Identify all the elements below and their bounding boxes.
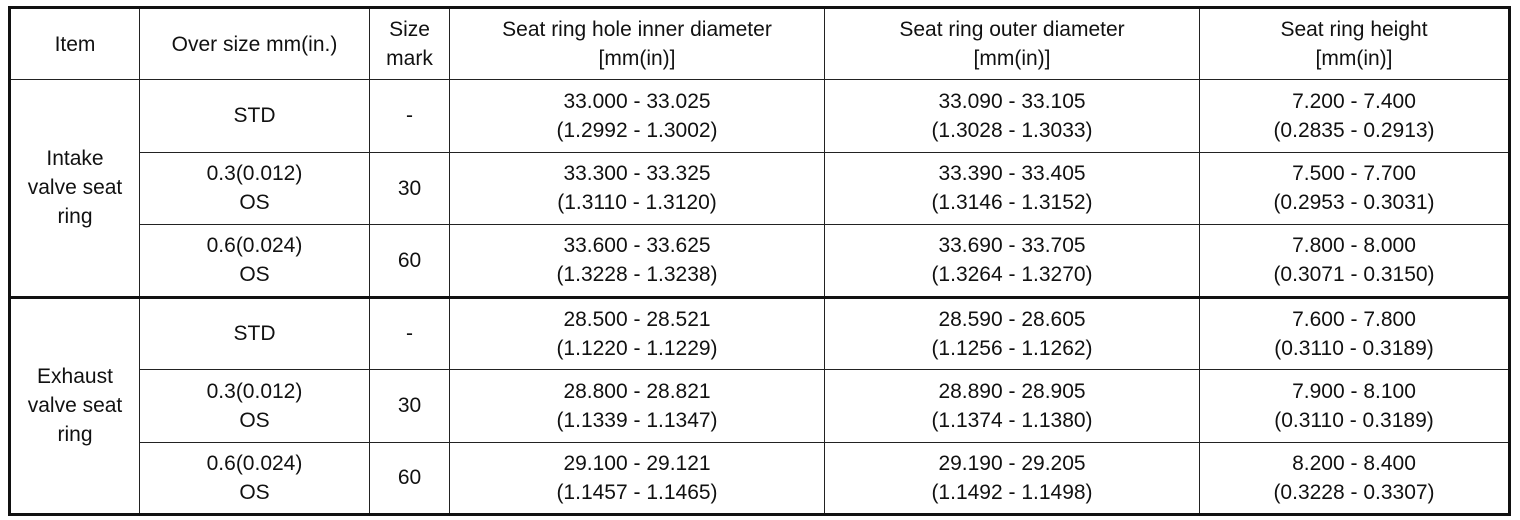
outer-diameter-cell-line: (1.1374 - 1.1380) (931, 408, 1093, 432)
height-cell-line: 8.200 - 8.400 (1292, 451, 1416, 475)
valve-seat-ring-spec-table (8, 6, 1511, 516)
hole-inner-diameter-cell-line: (1.2992 - 1.3002) (556, 118, 718, 142)
oversize-cell-line: 0.3(0.012) (206, 162, 303, 186)
size-mark-cell-line: 60 (397, 248, 422, 272)
hole-inner-diameter-cell-line: (1.1339 - 1.1347) (556, 408, 718, 432)
outer-diameter-cell (825, 152, 1200, 225)
table-row (10, 225, 1510, 298)
height-cell-line: 7.900 - 8.100 (1292, 379, 1416, 403)
height-cell-line: 7.800 - 8.000 (1292, 234, 1416, 258)
item-cell (10, 80, 140, 298)
size-mark-cell (370, 442, 450, 515)
oversize-cell-line: OS (239, 263, 270, 287)
oversize-cell-line: 0.3(0.012) (206, 379, 303, 403)
hole-inner-diameter-cell-line: (1.1457 - 1.1465) (556, 480, 718, 504)
oversize-cell-line: STD (233, 104, 276, 128)
header-row (10, 8, 1510, 80)
height-cell (1200, 80, 1510, 153)
hole-inner-diameter-cell (450, 80, 825, 153)
outer-diameter-cell-line: (1.1256 - 1.1262) (931, 336, 1093, 360)
item-cell-line: valve seat (27, 176, 123, 200)
hole-inner-diameter-cell (450, 225, 825, 298)
table-row (10, 370, 1510, 443)
oversize-cell (140, 297, 370, 370)
hole-inner-diameter-cell-line: 28.800 - 28.821 (563, 379, 711, 403)
outer-diameter-cell (825, 80, 1200, 153)
height-cell-line: (0.3071 - 0.3150) (1273, 263, 1435, 287)
height-cell (1200, 297, 1510, 370)
height-cell (1200, 152, 1510, 225)
outer-diameter-cell-line: (1.3028 - 1.3033) (931, 118, 1093, 142)
table-row (10, 442, 1510, 515)
header-oversize: Over size mm(in.) (140, 8, 370, 80)
hole-inner-diameter-cell-line: 33.300 - 33.325 (563, 162, 711, 186)
outer-diameter-cell (825, 297, 1200, 370)
oversize-cell (140, 370, 370, 443)
outer-diameter-cell-line: 33.690 - 33.705 (938, 234, 1086, 258)
outer-diameter-cell-line: (1.3146 - 1.3152) (931, 191, 1093, 215)
outer-diameter-cell-line: 28.890 - 28.905 (938, 379, 1086, 403)
size-mark-cell (370, 370, 450, 443)
hole-inner-diameter-cell-line: (1.3110 - 1.3120) (557, 191, 717, 215)
size-mark-cell-line: - (406, 104, 413, 128)
hole-inner-diameter-cell (450, 442, 825, 515)
item-cell-line: ring (57, 423, 93, 447)
size-mark-cell-line: 30 (397, 176, 422, 200)
item-cell-line: ring (57, 205, 93, 229)
size-mark-cell-line: - (406, 322, 413, 346)
header-hole-inner-diameter: Seat ring hole inner diameter [mm(in)] (450, 8, 825, 80)
oversize-cell-line: OS (239, 480, 270, 504)
oversize-cell (140, 152, 370, 225)
header-size-mark: Size mark (370, 8, 450, 80)
hole-inner-diameter-cell-line: 33.600 - 33.625 (563, 234, 711, 258)
table-row (10, 297, 1510, 370)
size-mark-cell (370, 152, 450, 225)
hole-inner-diameter-cell-line: (1.1220 - 1.1229) (556, 336, 718, 360)
oversize-cell-line: OS (239, 191, 270, 215)
hole-inner-diameter-cell-line: 28.500 - 28.521 (563, 307, 711, 331)
item-cell (10, 297, 140, 515)
hole-inner-diameter-cell-line: (1.3228 - 1.3238) (556, 263, 718, 287)
height-cell-line: 7.200 - 7.400 (1292, 89, 1416, 113)
header-item: Item (10, 8, 140, 80)
oversize-cell (140, 442, 370, 515)
height-cell-line: (0.3110 - 0.3189) (1274, 336, 1434, 360)
height-cell (1200, 370, 1510, 443)
table-body (10, 80, 1510, 515)
outer-diameter-cell-line: 33.090 - 33.105 (938, 89, 1086, 113)
height-cell-line: 7.600 - 7.800 (1292, 307, 1416, 331)
outer-diameter-cell-line: (1.1492 - 1.1498) (931, 480, 1093, 504)
hole-inner-diameter-cell-line: 33.000 - 33.025 (563, 89, 711, 113)
height-cell-line: (0.2835 - 0.2913) (1273, 118, 1435, 142)
spec-table-container (8, 6, 1508, 516)
item-cell-line: Exhaust (37, 365, 113, 389)
outer-diameter-cell (825, 225, 1200, 298)
size-mark-cell (370, 80, 450, 153)
table-row (10, 152, 1510, 225)
item-cell-line: Intake (46, 147, 104, 171)
outer-diameter-cell (825, 370, 1200, 443)
oversize-cell (140, 80, 370, 153)
oversize-cell-line: STD (233, 322, 276, 346)
outer-diameter-cell-line: 29.190 - 29.205 (938, 451, 1086, 475)
oversize-cell-line: 0.6(0.024) (206, 451, 303, 475)
table-row (10, 80, 1510, 153)
height-cell-line: (0.3228 - 0.3307) (1273, 480, 1435, 504)
size-mark-cell-line: 60 (397, 466, 422, 490)
size-mark-cell-line: 30 (397, 394, 422, 418)
outer-diameter-cell-line: 28.590 - 28.605 (938, 307, 1086, 331)
oversize-cell (140, 225, 370, 298)
height-cell-line: (0.3110 - 0.3189) (1274, 408, 1434, 432)
oversize-cell-line: OS (239, 408, 270, 432)
hole-inner-diameter-cell (450, 297, 825, 370)
item-cell-line: valve seat (27, 394, 123, 418)
height-cell-line: 7.500 - 7.700 (1292, 162, 1416, 186)
height-cell-line: (0.2953 - 0.3031) (1273, 191, 1435, 215)
size-mark-cell (370, 297, 450, 370)
header-height: Seat ring height [mm(in)] (1200, 8, 1510, 80)
hole-inner-diameter-cell-line: 29.100 - 29.121 (563, 451, 711, 475)
outer-diameter-cell (825, 442, 1200, 515)
hole-inner-diameter-cell (450, 370, 825, 443)
header-outer-diameter: Seat ring outer diameter [mm(in)] (825, 8, 1200, 80)
outer-diameter-cell-line: (1.3264 - 1.3270) (931, 263, 1093, 287)
outer-diameter-cell-line: 33.390 - 33.405 (938, 162, 1086, 186)
oversize-cell-line: 0.6(0.024) (206, 234, 303, 258)
height-cell (1200, 225, 1510, 298)
size-mark-cell (370, 225, 450, 298)
hole-inner-diameter-cell (450, 152, 825, 225)
height-cell (1200, 442, 1510, 515)
